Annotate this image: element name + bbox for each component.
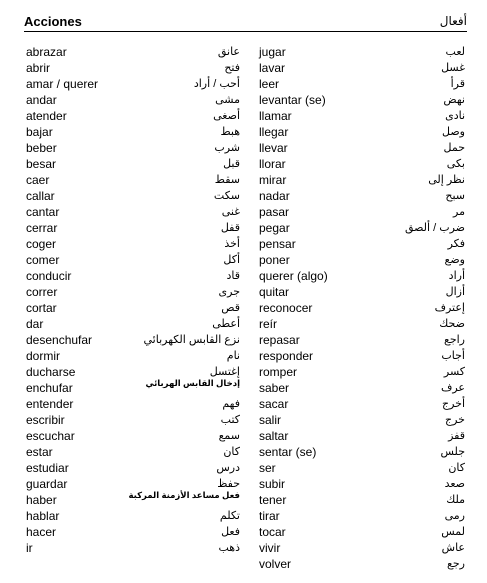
page-title: Acciones [24, 14, 82, 29]
spanish-word: besar [26, 157, 57, 171]
word-row [259, 508, 465, 524]
page-title-arabic: أفعال [439, 14, 467, 28]
arabic-translation: مر [453, 206, 465, 218]
arabic-translation: سكت [213, 190, 240, 202]
spanish-word: sentar (se) [259, 445, 317, 459]
word-row [26, 540, 240, 556]
word-row [26, 300, 240, 316]
arabic-translation: عاش [441, 542, 465, 554]
spanish-word: levantar (se) [259, 93, 326, 107]
arabic-translation: لعب [445, 46, 465, 58]
word-row [259, 428, 465, 444]
word-row [259, 444, 465, 460]
spanish-word: vivir [259, 541, 281, 555]
arabic-translation: أعطى [212, 318, 240, 330]
spanish-word: mirar [259, 173, 287, 187]
word-row [259, 44, 465, 60]
spanish-word: guardar [26, 477, 68, 491]
spanish-word: bajar [26, 125, 53, 139]
header-divider [24, 31, 467, 32]
word-row [259, 556, 465, 572]
word-row [26, 204, 240, 220]
arabic-translation: نزع القابس الكهربائي [143, 334, 240, 346]
word-row [26, 380, 240, 396]
word-row [26, 140, 240, 156]
spanish-word: abrir [26, 61, 51, 75]
word-row [259, 220, 465, 236]
arabic-translation: سقط [214, 174, 240, 186]
arabic-translation: غنى [221, 206, 240, 218]
arabic-translation: لمس [441, 526, 465, 538]
spanish-word: haber [26, 493, 57, 507]
spanish-word: pegar [259, 221, 290, 235]
word-row [259, 332, 465, 348]
word-row [259, 124, 465, 140]
spanish-word: callar [26, 189, 55, 203]
word-row [259, 364, 465, 380]
arabic-translation: إعترف [434, 302, 465, 314]
arabic-translation: وصل [442, 126, 465, 138]
spanish-word: poner [259, 253, 290, 267]
arabic-translation: كان [223, 446, 240, 458]
arabic-translation: نهض [443, 94, 465, 106]
word-row [26, 508, 240, 524]
spanish-word: subir [259, 477, 286, 491]
spanish-word: abrazar [26, 45, 67, 59]
arabic-translation: ذهب [218, 542, 240, 554]
spanish-word: beber [26, 141, 57, 155]
word-row [26, 156, 240, 172]
word-row [26, 252, 240, 268]
arabic-translation: نادى [445, 110, 465, 122]
word-row [259, 172, 465, 188]
word-row [26, 60, 240, 76]
arabic-translation: فهم [222, 398, 240, 410]
word-row [26, 172, 240, 188]
spanish-word: amar / querer [26, 77, 99, 91]
word-row [26, 492, 240, 508]
word-row [26, 332, 240, 348]
spanish-word: lavar [259, 61, 286, 75]
arabic-translation: إغتسل [209, 366, 240, 378]
word-row [259, 204, 465, 220]
page-header [24, 12, 467, 32]
arabic-translation: قاد [226, 270, 240, 282]
spanish-word: hacer [26, 525, 57, 539]
word-row [259, 476, 465, 492]
arabic-translation: عرف [440, 382, 465, 394]
word-row [259, 76, 465, 92]
arabic-translation: جلس [440, 446, 465, 458]
word-row [259, 252, 465, 268]
arabic-translation: هبط [220, 126, 240, 138]
word-row [26, 460, 240, 476]
arabic-translation: درس [216, 462, 240, 474]
spanish-word: correr [26, 285, 58, 299]
arabic-translation: حفظ [217, 478, 240, 490]
arabic-translation: غسل [441, 62, 465, 74]
word-row [259, 268, 465, 284]
word-row [26, 108, 240, 124]
word-row [259, 316, 465, 332]
right-word-column [259, 44, 465, 572]
arabic-translation: شرب [214, 142, 240, 154]
arabic-translation: سبح [445, 190, 465, 202]
spanish-word: estudiar [26, 461, 69, 475]
spanish-word: romper [259, 365, 298, 379]
arabic-translation: قص [221, 302, 240, 314]
spanish-word: volver [259, 557, 292, 571]
word-row [259, 284, 465, 300]
arabic-translation: كان [448, 462, 465, 474]
spanish-word: repasar [259, 333, 300, 347]
spanish-word: pensar [259, 237, 296, 251]
spanish-word: reconocer [259, 301, 313, 315]
spanish-word: nadar [259, 189, 290, 203]
spanish-word: cerrar [26, 221, 58, 235]
left-word-column [26, 44, 240, 556]
word-row [26, 124, 240, 140]
spanish-word: sacar [259, 397, 289, 411]
spanish-word: escuchar [26, 429, 75, 443]
word-row [26, 444, 240, 460]
arabic-translation: قرأ [450, 78, 465, 90]
word-row [259, 412, 465, 428]
spanish-word: llorar [259, 157, 286, 171]
arabic-translation: كتب [220, 414, 240, 426]
arabic-translation: تكلم [219, 510, 240, 522]
arabic-translation: راجع [443, 334, 465, 346]
spanish-word: llegar [259, 125, 289, 139]
arabic-translation: أخذ [224, 238, 240, 250]
word-row [259, 348, 465, 364]
arabic-translation: إدخال القابس الهربائي [145, 378, 240, 388]
spanish-word: coger [26, 237, 57, 251]
word-row [26, 44, 240, 60]
spanish-word: dar [26, 317, 44, 331]
word-row [259, 300, 465, 316]
arabic-translation: فتح [224, 62, 240, 74]
arabic-translation: قبل [223, 158, 240, 170]
word-row [259, 236, 465, 252]
arabic-translation: أكل [223, 254, 240, 266]
arabic-translation: رجع [447, 558, 465, 570]
word-row [259, 492, 465, 508]
word-row [26, 188, 240, 204]
spanish-word: tirar [259, 509, 280, 523]
arabic-translation: رمى [444, 510, 465, 522]
arabic-translation: جرى [218, 286, 240, 298]
word-row [26, 412, 240, 428]
arabic-translation: ضحك [439, 318, 465, 330]
word-row [26, 76, 240, 92]
arabic-translation: أصغى [213, 110, 240, 122]
spanish-word: conducir [26, 269, 72, 283]
arabic-translation: صعد [444, 478, 465, 490]
spanish-word: ser [259, 461, 276, 475]
spanish-word: quitar [259, 285, 290, 299]
spanish-word: escribir [26, 413, 65, 427]
arabic-translation: وضع [444, 254, 465, 266]
arabic-translation: أراد [448, 270, 465, 282]
spanish-word: responder [259, 349, 314, 363]
word-row [259, 396, 465, 412]
word-row [26, 524, 240, 540]
spanish-word: llamar [259, 109, 292, 123]
spanish-word: cantar [26, 205, 60, 219]
word-row [26, 284, 240, 300]
spanish-word: ducharse [26, 365, 76, 379]
arabic-translation: قفز [448, 430, 465, 442]
word-row [259, 140, 465, 156]
word-row [259, 156, 465, 172]
spanish-word: llevar [259, 141, 288, 155]
word-row [26, 428, 240, 444]
spanish-word: pasar [259, 205, 290, 219]
word-row [26, 268, 240, 284]
arabic-translation: فعل [221, 526, 240, 538]
spanish-word: andar [26, 93, 57, 107]
word-row [26, 348, 240, 364]
arabic-translation: نام [226, 350, 240, 362]
word-row [259, 540, 465, 556]
spanish-word: jugar [259, 45, 286, 59]
spanish-word: estar [26, 445, 53, 459]
word-row [259, 380, 465, 396]
spanish-word: hablar [26, 509, 60, 523]
word-row [259, 460, 465, 476]
word-row [259, 524, 465, 540]
arabic-translation: خرج [445, 414, 465, 426]
arabic-translation: حمل [443, 142, 465, 154]
arabic-translation: سمع [218, 430, 240, 442]
spanish-word: desenchufar [26, 333, 93, 347]
word-row [26, 92, 240, 108]
spanish-word: dormir [26, 349, 61, 363]
arabic-translation: أجاب [441, 350, 465, 362]
word-row [26, 236, 240, 252]
arabic-translation: كسر [443, 366, 465, 378]
arabic-translation: نظر إلى [428, 174, 465, 186]
arabic-translation: بكى [446, 158, 465, 170]
arabic-translation: ملك [446, 494, 465, 506]
spanish-word: tocar [259, 525, 286, 539]
arabic-translation: أحب / أراد [193, 78, 240, 90]
spanish-word: leer [259, 77, 280, 91]
arabic-translation: أزال [445, 286, 465, 298]
spanish-word: cortar [26, 301, 57, 315]
spanish-word: saber [259, 381, 290, 395]
spanish-word: caer [26, 173, 50, 187]
spanish-word: querer (algo) [259, 269, 328, 283]
word-row [259, 92, 465, 108]
arabic-translation: مشى [215, 94, 240, 106]
word-row [26, 316, 240, 332]
spanish-word: atender [26, 109, 67, 123]
spanish-word: saltar [259, 429, 289, 443]
spanish-word: salir [259, 413, 282, 427]
arabic-translation: أخرج [441, 398, 465, 410]
arabic-translation: قفل [220, 222, 240, 234]
spanish-word: comer [26, 253, 60, 267]
word-row [259, 108, 465, 124]
word-row [26, 396, 240, 412]
spanish-word: tener [259, 493, 287, 507]
arabic-translation: عانق [217, 46, 240, 58]
word-row [26, 220, 240, 236]
arabic-translation: فعل مساعد الأزمنة المركبة [128, 490, 240, 500]
word-row [259, 60, 465, 76]
arabic-translation: فكر [447, 238, 465, 250]
arabic-translation: ضرب / ألصق [404, 222, 465, 234]
spanish-word: enchufar [26, 381, 73, 395]
word-row [259, 188, 465, 204]
spanish-word: ir [26, 541, 33, 555]
spanish-word: entender [26, 397, 74, 411]
spanish-word: reír [259, 317, 277, 331]
